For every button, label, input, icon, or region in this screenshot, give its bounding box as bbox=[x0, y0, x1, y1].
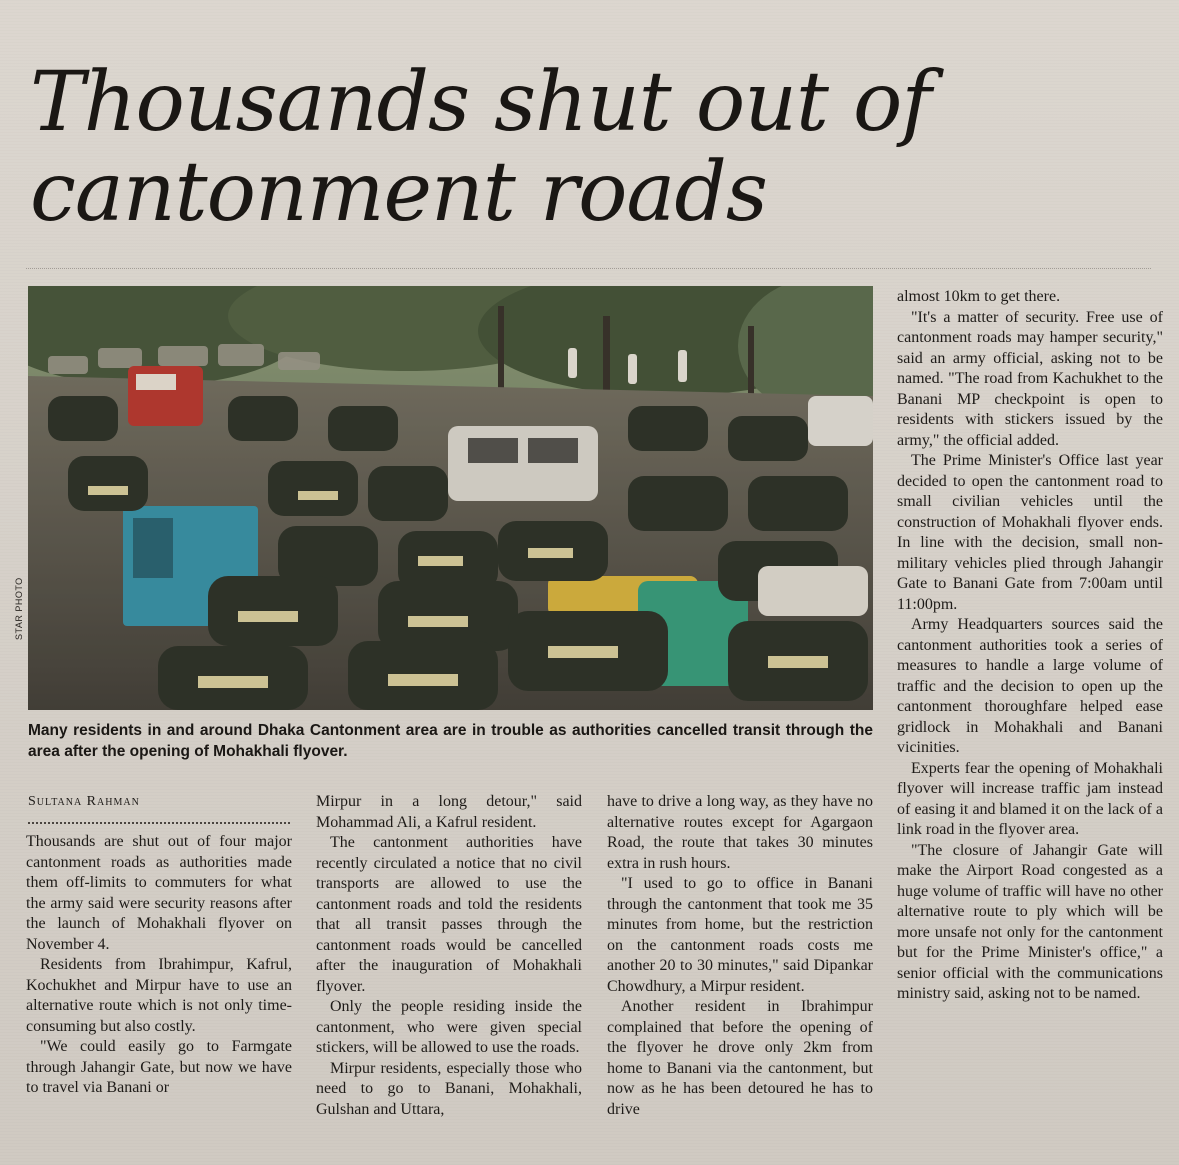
paragraph: Experts fear the opening of Mohakhali flyover will increase traffic jam instead of easing it and blamed it on the lack of a link road in the flyover area. bbox=[897, 759, 1163, 838]
headline-line-2: cantonment roads bbox=[30, 145, 767, 240]
paragraph: almost 10km to get there. bbox=[897, 288, 1061, 305]
article-column-2 bbox=[316, 792, 582, 1120]
paragraph: Army Headquarters sources said the cantonment authorities took a series of measures to handle a large volume of traffic and the decision to open up the cantonment thoroughfare helped ease gridlock in Mohakhali and Banani vicinities. bbox=[897, 616, 1163, 756]
headline-line-1: Thousands shut out of bbox=[30, 55, 931, 150]
article-column-3 bbox=[607, 792, 873, 1120]
paragraph: Another resident in Ibrahimpur complained that before the opening of the flyover he drove only 2km from home to Banani via the cantonment, but now as he has been detoured he has to drive bbox=[607, 998, 873, 1118]
paragraph: Only the people residing inside the cantonment, who were given special stickers, will be allowed to use the roads. bbox=[316, 998, 582, 1056]
paragraph: The Prime Minister's Office last year decided to open the cantonment road to small civilian vehicles until the construction of Mohakhali flyover ends. In line with the decision, small non-military vehicles plied through Jahangir Gate to Banani Gate from 7:00am until 11:00pm. bbox=[897, 452, 1163, 613]
paragraph: Residents from Ibrahimpur, Kafrul, Kochukhet and Mirpur have to use an alternative route which is not only time-consuming but also costly. bbox=[26, 956, 292, 1035]
traffic-jam-photo bbox=[28, 286, 873, 710]
paragraph: have to drive a long way, as they have no alternative routes except for Agargaon Road, the route that takes 30 minutes extra in rush hours. bbox=[607, 793, 873, 872]
article-column-1 bbox=[26, 832, 292, 1099]
byline-rule bbox=[28, 822, 290, 824]
paragraph: "I used to go to office in Banani through the cantonment that took me 35 minutes from home, but the restriction on the cantonment roads costs me another 20 to 30 minutes," said Dipankar Chowdhury, a Mirpur resident. bbox=[607, 875, 873, 995]
paragraph: Mirpur in a long detour," said Mohammad Ali, a Kafrul resident. bbox=[316, 793, 582, 831]
paragraph: "We could easily go to Farmgate through Jahangir Gate, but now we have to travel via Banani or bbox=[26, 1038, 292, 1096]
traffic-photo-illustration bbox=[28, 286, 873, 710]
paragraph: "The closure of Jahangir Gate will make the Airport Road congested as a huge volume of traffic will have no other alternative route to ply which will be more unsafe not only for the cantonment but for the Prime Minister's office," a senior official with the communications ministry said, asking not to be named. bbox=[897, 841, 1163, 1002]
byline: Sultana Rahman bbox=[28, 794, 140, 809]
paragraph: Thousands are shut out of four major cantonment roads as authorities made them off-limits to commuters for what the army said were security reasons after the launch of Mohakhali flyover on November 4. bbox=[26, 833, 292, 953]
article-column-4 bbox=[897, 287, 1163, 1005]
paragraph: Mirpur residents, especially those who need to go to Banani, Mohakhali, Gulshan and Uttara, bbox=[316, 1059, 582, 1118]
paragraph: "It's a matter of security. Free use of cantonment roads may hamper security," said an army official, asking not to be named. "The road from Kachukhet to the Banani MP checkpoint is open to residents with stickers issued by the army," the official added. bbox=[897, 308, 1163, 449]
paragraph: The cantonment authorities have recently circulated a notice that no civil transports are allowed to use the cantonment roads and told the residents that all transit passes through the cantonment roads would be cancelled after the inauguration of Mohakhali flyover. bbox=[316, 834, 582, 995]
article-headline bbox=[30, 55, 1030, 240]
photo-credit: STAR PHOTO bbox=[14, 577, 24, 640]
photo-caption: Many residents in and around Dhaka Cantonment area are in trouble as authorities cancelled transit through the area after the opening of Mohakhali flyover. bbox=[28, 722, 873, 760]
headline-divider bbox=[26, 268, 1151, 269]
